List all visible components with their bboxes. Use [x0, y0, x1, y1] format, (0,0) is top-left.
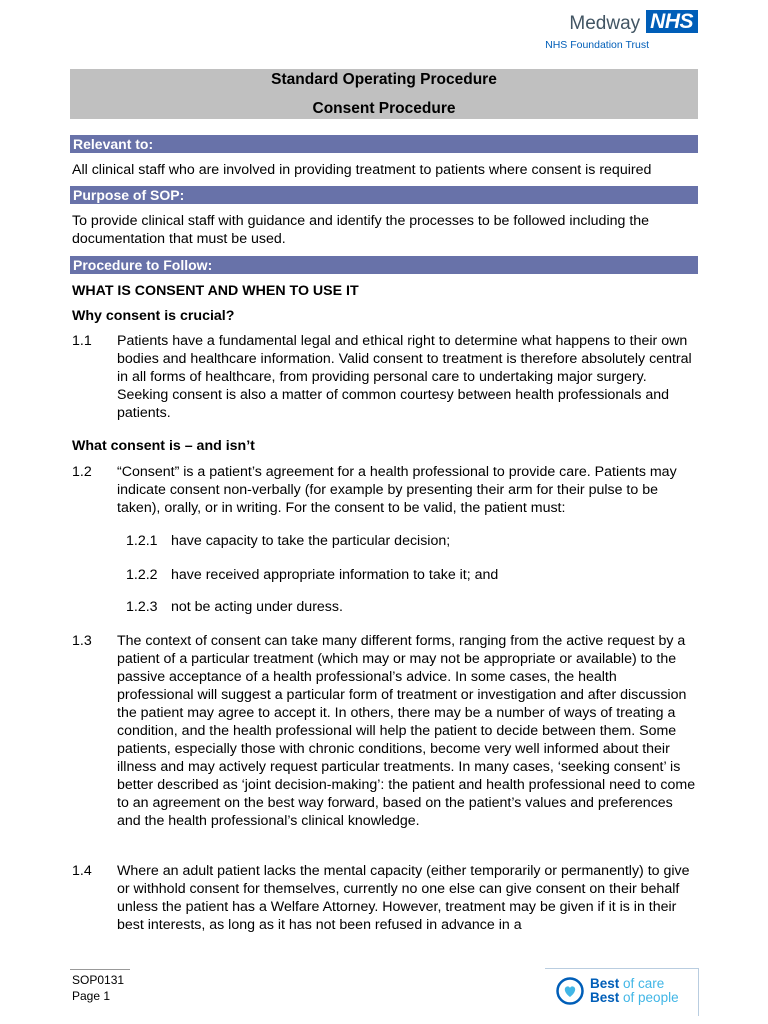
document-title: Consent Procedure	[312, 100, 456, 117]
para-number: 1.1	[72, 333, 92, 349]
title-box	[70, 69, 698, 119]
sub-item: have capacity to take the particular decision;	[171, 533, 451, 549]
sub-number: 1.2.1	[126, 533, 158, 549]
footer-info	[72, 972, 124, 1004]
slogan-care: of care	[623, 976, 665, 991]
heart-circle-icon	[555, 976, 585, 1006]
paragraph-1-1: Patients have a fundamental legal and ethical right to determine what happens to their own bodies and healthcare information. Valid consent to treatment is therefore absolutely central in all forms of healthcare, from providing personal care to undertaking major surgery. Seeking consent is also a matter of common courtesy between health professionals and patients.	[117, 333, 692, 421]
page-number: Page 1	[72, 989, 111, 1003]
para-number: 1.2	[72, 464, 92, 480]
heading-main: WHAT IS CONSENT AND WHEN TO USE IT	[72, 283, 359, 299]
nhs-logo	[545, 10, 698, 52]
heading-what-consent-is: What consent is – and isn’t	[72, 438, 255, 454]
para-number: 1.4	[72, 863, 92, 879]
relevant-to-bar: Relevant to:	[70, 135, 698, 153]
footer-divider	[70, 969, 130, 970]
paragraph-1-4: Where an adult patient lacks the mental capacity (either temporarily or permanently) to give or withhold consent for themselves, currently no one else can give consent on their behalf unless the patient has a Welfare Attorney. However, treatment may be given if it is in their best interests, as long as it has not been refused in advance in a	[117, 863, 690, 933]
sub-item: not be acting under duress.	[171, 599, 343, 615]
footer-divider	[545, 968, 698, 969]
slogan-best: Best	[590, 976, 620, 991]
paragraph-1-3: The context of consent can take many different forms, ranging from the active request by a patient of a particular treatment (which may or may not be appropriate or available) to the passive acceptance of a health professional’s advice. In some cases, the health professional will suggest a particular form of treatment or investigation and after discussion the patient may agree to accept it. In others, there may be a number of ways of treating a condition, and the health professional will help the patient to decide between them. Some patients, especially those with chronic conditions, become very well informed about their illness and may actively request particular treatments. In many cases, ‘seeking consent’ is better described as ‘joint decision-making’: the patient and health professional need to come to an agreement on the best way forward, based on the patient’s values and preferences and the health professional’s clinical knowledge.	[117, 633, 696, 829]
best-of-care-logo	[555, 976, 679, 1006]
org-name: Medway	[569, 13, 641, 34]
procedure-bar: Procedure to Follow:	[70, 256, 698, 274]
trust-name: NHS Foundation Trust	[545, 39, 649, 51]
purpose-text: To provide clinical staff with guidance and identify the processes to be followed including the documentation that must be used.	[72, 213, 650, 247]
slogan-best: Best	[590, 990, 620, 1005]
relevant-to-text: All clinical staff who are involved in providing treatment to patients where consent is required	[72, 162, 652, 178]
para-number: 1.3	[72, 633, 92, 649]
footer-divider	[698, 968, 699, 1016]
heading-crucial: Why consent is crucial?	[72, 308, 235, 324]
sub-number: 1.2.2	[126, 567, 158, 583]
paragraph-1-2: “Consent” is a patient’s agreement for a health professional to provide care. Patients may indicate consent non-verbally (for example by presenting their arm for their pulse to be taken), orally, or in writing. For the consent to be valid, the patient must:	[117, 464, 677, 516]
doc-id: SOP0131	[72, 973, 125, 987]
purpose-bar: Purpose of SOP:	[70, 186, 698, 204]
sub-number: 1.2.3	[126, 599, 158, 615]
sub-item: have received appropriate information to take it; and	[171, 567, 499, 583]
slogan	[590, 977, 679, 1005]
nhs-badge: NHS	[646, 10, 698, 33]
document-type: Standard Operating Procedure	[271, 71, 497, 88]
slogan-people: of people	[623, 990, 679, 1005]
